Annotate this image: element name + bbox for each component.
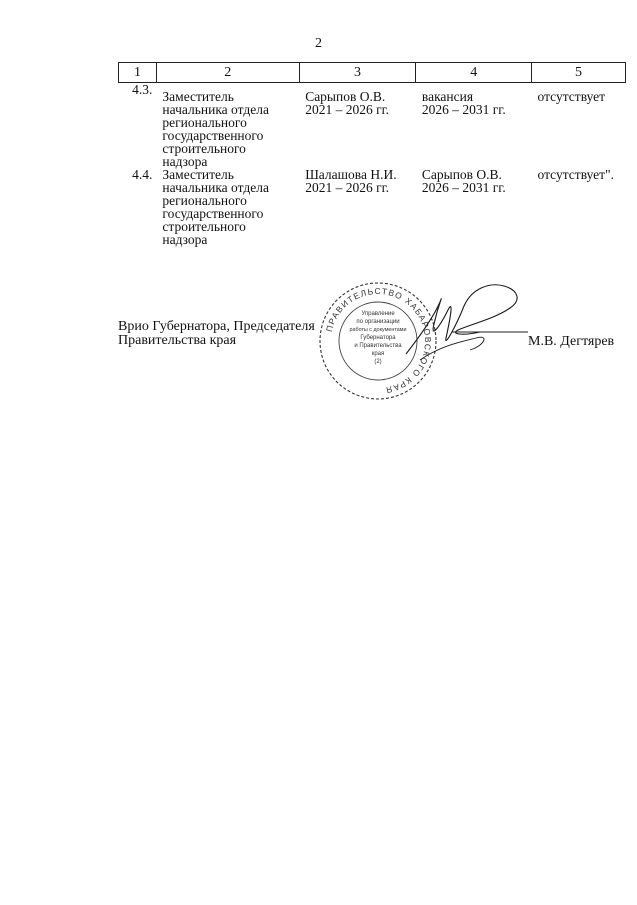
position-line: строительного (162, 141, 246, 156)
header-cell-5: 5 (532, 63, 626, 83)
holder-name: Сарыпов О.В. (305, 89, 386, 104)
seal-center-line: (2) (374, 359, 382, 365)
signer-title-line: Правительства края (118, 333, 237, 348)
reserve-cell (416, 168, 532, 246)
holder-period: 2021 – 2026 гг. (305, 180, 389, 195)
seal-center-line: края (371, 351, 385, 357)
table-row (119, 83, 626, 169)
seal-center-line: Губернатора (360, 335, 396, 341)
seal-center-line: работы с документами (349, 327, 407, 333)
table-row (119, 168, 626, 246)
position-line: Заместитель (162, 89, 234, 104)
position-cell (156, 168, 299, 246)
reserve-name: вакансия (421, 89, 474, 104)
holder-name: Шалашова Н.И. (305, 167, 397, 182)
signer-title (118, 320, 315, 348)
reserve-period: 2026 – 2031 гг. (421, 180, 506, 195)
reserve-period: 2026 – 2031 гг. (421, 102, 506, 117)
signer-title-line: Врио Губернатора, Председателя (118, 319, 315, 334)
seal-center-line: Управление (361, 311, 395, 317)
position-line: надзора (162, 232, 208, 247)
handwritten-signature (400, 276, 530, 372)
position-line: надзора (162, 154, 208, 169)
row-number: 4.4. (132, 167, 153, 182)
position-line: начальника отдела (162, 180, 269, 195)
holder-period: 2021 – 2026 гг. (305, 102, 389, 117)
header-cell-4: 4 (416, 63, 532, 83)
position-line: Заместитель (162, 167, 234, 182)
row-number: 4.3. (132, 82, 153, 97)
current-holder-cell (299, 83, 416, 169)
position-cell (156, 83, 299, 169)
current-holder-cell (299, 168, 416, 246)
seal-ring-textpath: ПРАВИТЕЛЬСТВО ХАБАРОВСКОГО КРАЯ (323, 285, 434, 396)
position-line: регионального (162, 193, 247, 208)
position-line: государственного (162, 128, 264, 143)
position-line: начальника отдела (162, 102, 269, 117)
reserve-table (118, 62, 626, 246)
position-line: строительного (162, 219, 246, 234)
note-cell: отсутствует". (537, 167, 614, 182)
note-cell: отсутствует (537, 89, 606, 104)
reserve-name: Сарыпов О.В. (421, 167, 502, 182)
page-number: 2 (315, 36, 322, 51)
seal-center-line: и Правительства (354, 343, 402, 349)
position-line: регионального (162, 115, 247, 130)
signer-name: М.В. Дегтярев (528, 334, 615, 349)
reserve-cell (416, 83, 532, 169)
header-cell-3: 3 (299, 63, 416, 83)
header-cell-2: 2 (156, 63, 299, 83)
seal-center-line: по организации (356, 319, 400, 325)
header-cell-1: 1 (119, 63, 157, 83)
position-line: государственного (162, 206, 264, 221)
table-header-row (119, 63, 626, 83)
